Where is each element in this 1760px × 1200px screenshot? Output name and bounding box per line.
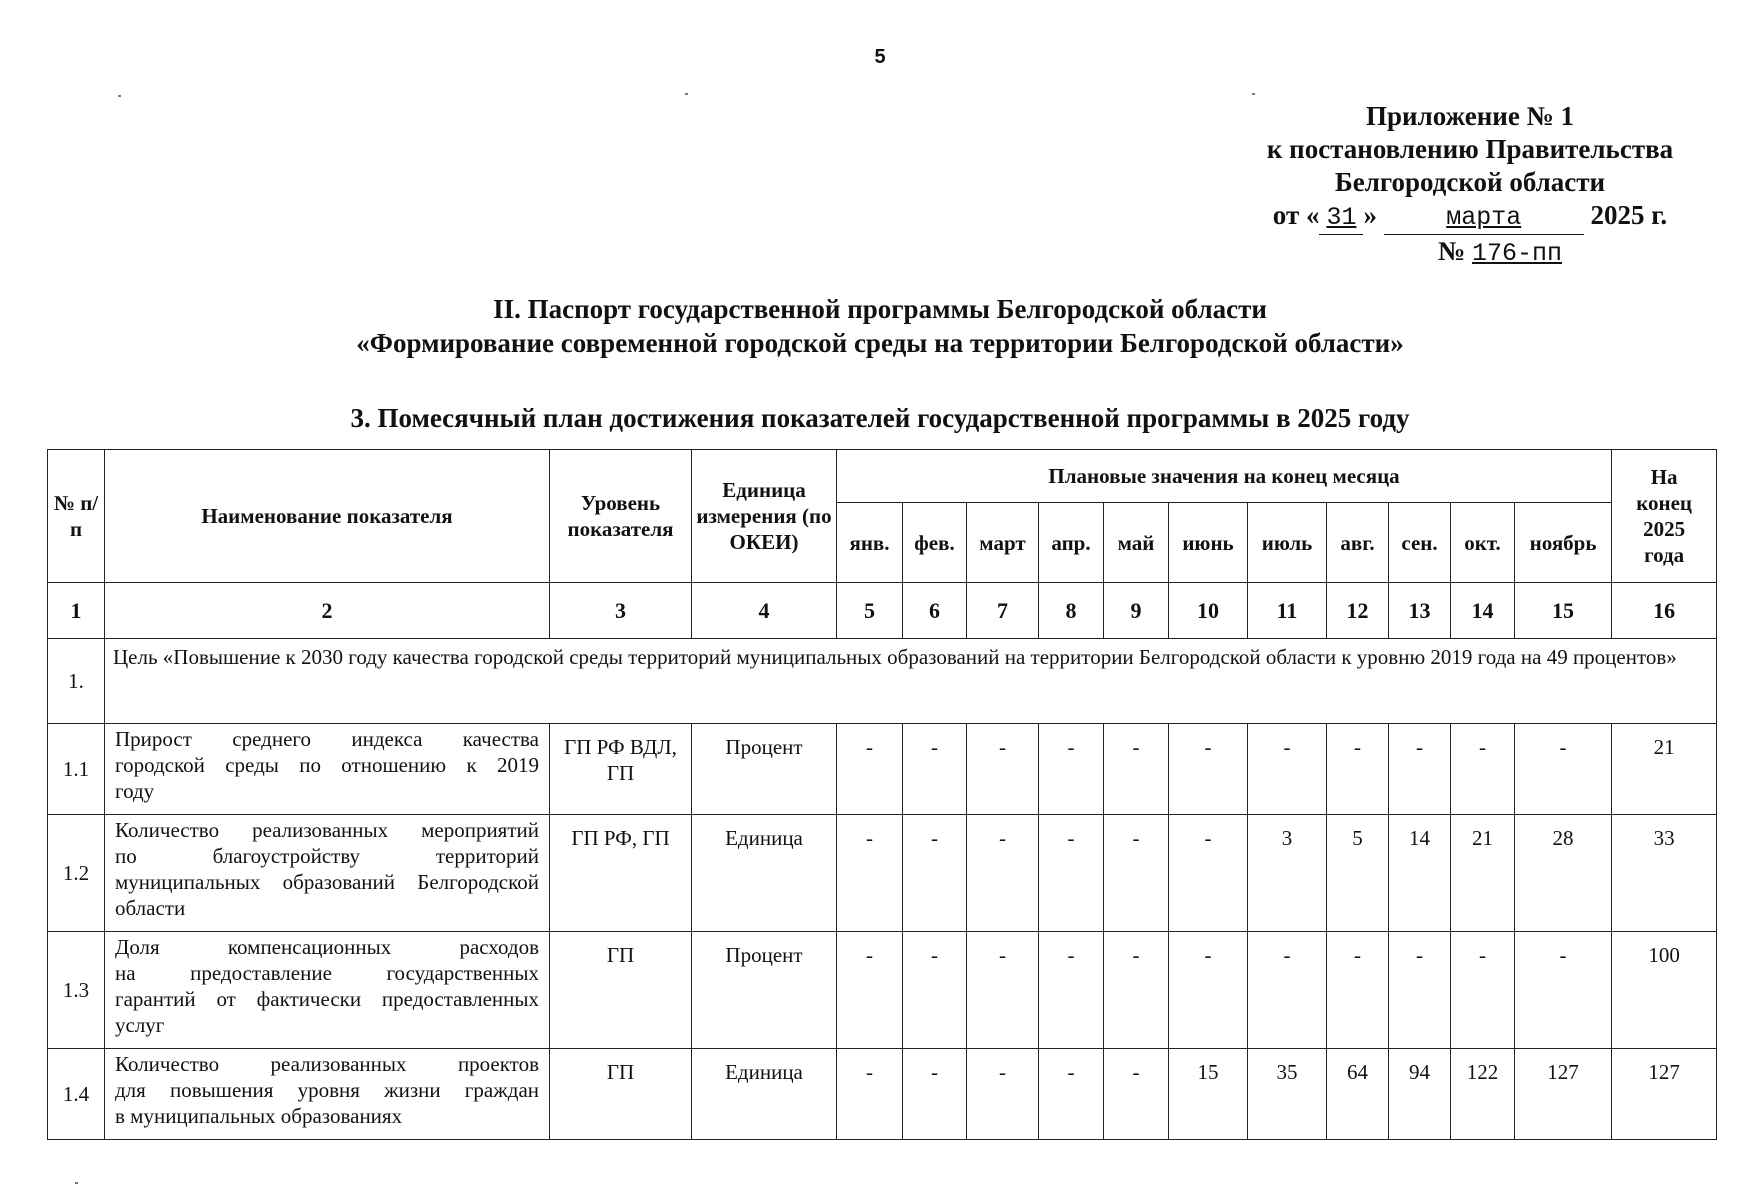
column-number: 12: [1327, 583, 1389, 639]
monthly-value: -: [1248, 932, 1327, 1049]
title-line-1: II. Паспорт государственной программы Белгородской области: [493, 294, 1267, 324]
page-number: 5: [874, 46, 886, 68]
monthly-value: -: [1327, 724, 1389, 815]
month-header: июль: [1248, 503, 1327, 583]
month-header: ноябрь: [1515, 503, 1612, 583]
monthly-value: -: [1104, 815, 1169, 932]
indicator-name-line: для повышения уровня жизни граждан: [115, 1078, 539, 1102]
monthly-value: 15: [1169, 1049, 1248, 1140]
monthly-value: -: [1389, 932, 1451, 1049]
monthly-value: -: [903, 815, 967, 932]
date-mid: »: [1363, 200, 1377, 230]
indicator-name-line: области: [115, 896, 186, 920]
column-number: 8: [1039, 583, 1104, 639]
monthly-value: -: [837, 932, 903, 1049]
column-number: 2: [105, 583, 550, 639]
indicator-name: [105, 724, 550, 815]
indicator-level: ГП: [550, 932, 692, 1049]
goal-code: 1.: [48, 639, 105, 724]
date-year: 2025 г.: [1590, 200, 1668, 230]
indicator-name: [105, 1049, 550, 1140]
column-number: 1: [48, 583, 105, 639]
indicator-name-line: Количество реализованных проектов: [115, 1052, 539, 1076]
indicator-unit: Единица: [692, 815, 837, 932]
month-header: май: [1104, 503, 1169, 583]
appendix-title: Приложение № 1: [1366, 101, 1574, 131]
monthly-value: -: [1039, 724, 1104, 815]
month-header: янв.: [837, 503, 903, 583]
monthly-value: -: [837, 1049, 903, 1140]
month-header: фев.: [903, 503, 967, 583]
monthly-value: -: [1104, 724, 1169, 815]
monthly-value: -: [967, 932, 1039, 1049]
monthly-value: -: [967, 1049, 1039, 1140]
header-unit: Единица измерения (по ОКЕИ): [692, 450, 837, 583]
document-title: [0, 292, 1760, 360]
monthly-value: -: [1515, 724, 1612, 815]
monthly-value: -: [903, 1049, 967, 1140]
header-planned: Плановые значения на конец месяца: [837, 450, 1612, 503]
monthly-value: -: [1039, 1049, 1104, 1140]
monthly-value: -: [1515, 932, 1612, 1049]
indicator-name-line: услуг: [115, 1013, 165, 1037]
column-number: 14: [1451, 583, 1515, 639]
appendix-date: [1210, 199, 1730, 235]
monthly-value: -: [837, 815, 903, 932]
monthly-value: -: [1451, 932, 1515, 1049]
month-header: март: [967, 503, 1039, 583]
indicator-name-line: на предоставление государственных: [115, 961, 539, 985]
column-number: 6: [903, 583, 967, 639]
indicator-unit: Процент: [692, 932, 837, 1049]
table-row: [48, 932, 1717, 1049]
indicator-name-line: городской среды по отношению к 2019: [115, 753, 539, 777]
header-level: Уровень показателя: [550, 450, 692, 583]
appendix-number: [1210, 235, 1730, 270]
column-number-row: [48, 583, 1717, 639]
monthly-value: -: [967, 724, 1039, 815]
monthly-value: 14: [1389, 815, 1451, 932]
indicator-name-line: муниципальных образований Белгородской: [115, 870, 539, 894]
end-year-value: 100: [1612, 932, 1717, 1049]
column-number: 13: [1389, 583, 1451, 639]
date-month: марта: [1446, 203, 1522, 232]
monthly-value: 94: [1389, 1049, 1451, 1140]
monthly-value: -: [1169, 815, 1248, 932]
monthly-value: -: [1169, 932, 1248, 1049]
monthly-value: -: [1039, 932, 1104, 1049]
indicator-name-line: в муниципальных образованиях: [115, 1104, 403, 1128]
number-value: 176-пп: [1471, 239, 1562, 268]
indicator-unit: Процент: [692, 724, 837, 815]
end-year-value: 33: [1612, 815, 1717, 932]
month-header: окт.: [1451, 503, 1515, 583]
monthly-value: -: [1248, 724, 1327, 815]
monthly-value: -: [837, 724, 903, 815]
monthly-value: -: [1039, 815, 1104, 932]
header-num: № п/п: [48, 450, 105, 583]
date-day: 31: [1326, 203, 1357, 232]
table-row: [48, 1049, 1717, 1140]
end-year-value: 21: [1612, 724, 1717, 815]
indicator-name-line: Доля компенсационных расходов: [115, 935, 539, 959]
goal-row: [48, 639, 1717, 724]
end-year-value: 127: [1612, 1049, 1717, 1140]
appendix-block: [1210, 100, 1730, 270]
monthly-value: -: [903, 724, 967, 815]
column-number: 3: [550, 583, 692, 639]
indicator-level: ГП РФ ВДЛ, ГП: [550, 724, 692, 815]
monthly-value: -: [903, 932, 967, 1049]
monthly-value: 21: [1451, 815, 1515, 932]
row-code: 1.4: [48, 1049, 105, 1140]
month-header: июнь: [1169, 503, 1248, 583]
monthly-value: -: [1104, 932, 1169, 1049]
number-prefix: №: [1438, 236, 1466, 266]
header-name: Наименование показателя: [105, 450, 550, 583]
table-row: [48, 815, 1717, 932]
monthly-value: 28: [1515, 815, 1612, 932]
indicator-rows: [48, 724, 1717, 1140]
month-header: авг.: [1327, 503, 1389, 583]
month-header: апр.: [1039, 503, 1104, 583]
indicator-name-line: гарантий от фактически предоставленных: [115, 987, 539, 1011]
column-number: 11: [1248, 583, 1327, 639]
monthly-value: 35: [1248, 1049, 1327, 1140]
indicator-name: [105, 815, 550, 932]
appendix-region: Белгородской области: [1334, 167, 1606, 197]
row-code: 1.3: [48, 932, 105, 1049]
column-number: 10: [1169, 583, 1248, 639]
monthly-value: -: [1327, 932, 1389, 1049]
column-number: 16: [1612, 583, 1717, 639]
monthly-value: 127: [1515, 1049, 1612, 1140]
monthly-value: -: [1389, 724, 1451, 815]
indicator-level: ГП: [550, 1049, 692, 1140]
monthly-value: 64: [1327, 1049, 1389, 1140]
indicators-table: [47, 449, 1717, 1140]
monthly-value: -: [967, 815, 1039, 932]
row-code: 1.2: [48, 815, 105, 932]
monthly-value: -: [1169, 724, 1248, 815]
title-line-2: «Формирование современной городской среды на территории Белгородской области»: [356, 328, 1404, 358]
monthly-value: 5: [1327, 815, 1389, 932]
row-code: 1.1: [48, 724, 105, 815]
monthly-value: -: [1104, 1049, 1169, 1140]
column-number: 5: [837, 583, 903, 639]
column-number: 9: [1104, 583, 1169, 639]
indicator-name-line: Количество реализованных мероприятий: [115, 818, 539, 842]
section-title: 3. Помесячный план достижения показателей государственной программы в 2025 году: [350, 403, 1410, 433]
monthly-value: 122: [1451, 1049, 1515, 1140]
indicator-unit: Единица: [692, 1049, 837, 1140]
goal-text: Цель «Повышение к 2030 году качества городской среды территорий муниципальных образований на территории Белгородской области к уровню 2019 года на 49 процентов»: [105, 639, 1717, 724]
month-header: сен.: [1389, 503, 1451, 583]
table-row: [48, 724, 1717, 815]
appendix-resolution: к постановлению Правительства: [1266, 134, 1674, 164]
monthly-value: 3: [1248, 815, 1327, 932]
column-number: 4: [692, 583, 837, 639]
indicator-level: ГП РФ, ГП: [550, 815, 692, 932]
column-number: 7: [967, 583, 1039, 639]
date-prefix: от «: [1272, 200, 1320, 230]
indicator-name-line: по благоустройству территорий: [115, 844, 539, 868]
column-number: 15: [1515, 583, 1612, 639]
indicator-name: [105, 932, 550, 1049]
indicator-name-line: Прирост среднего индекса качества: [115, 727, 539, 751]
header-end-year: На конец 2025 года: [1612, 450, 1717, 583]
monthly-value: -: [1451, 724, 1515, 815]
indicator-name-line: году: [115, 779, 155, 803]
